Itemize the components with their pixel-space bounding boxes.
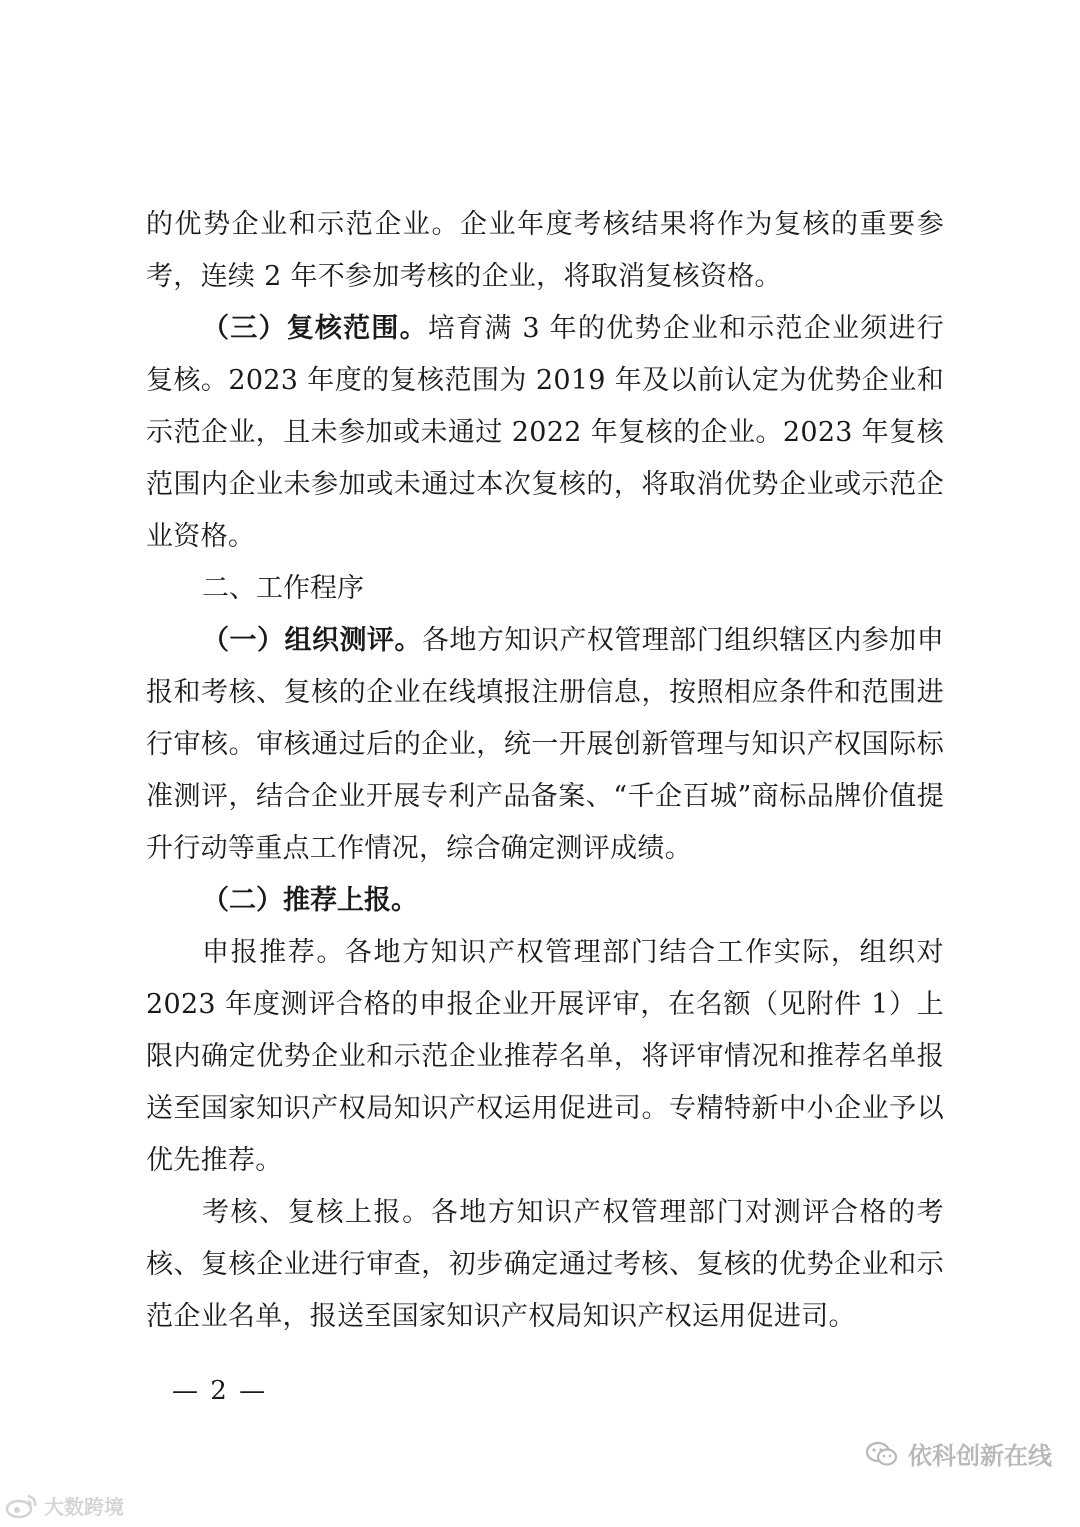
document-body <box>146 199 944 1343</box>
paragraph-review-scope <box>146 303 944 563</box>
subheading-review-scope: （三）复核范围。 <box>202 313 428 344</box>
page-number: — 2 — <box>172 1376 268 1406</box>
paragraph-organize-evaluation <box>146 615 944 875</box>
wechat-icon <box>864 1440 900 1468</box>
paragraph-application-recommendation: 申报推荐。各地方知识产权管理部门结合工作实际，组织对 2023 年度测评合格的申报企业开展评审，在名额（见附件 1）上限内确定优势企业和示范企业推荐名单，将评审情况和推荐名单报送至国家知识产权局知识产权运用促进司。专精特新中小企业予以优先推荐。 <box>146 937 944 1176</box>
section-heading-work-procedure: 二、工作程序 <box>202 573 364 604</box>
subheading-organize-evaluation: （一）组织测评。 <box>202 625 422 656</box>
paragraph-assessment-report: 考核、复核上报。各地方知识产权管理部门对测评合格的考核、复核企业进行审查，初步确定通过考核、复核的优势企业和示范企业名单，报送至国家知识产权局知识产权运用促进司。 <box>146 1197 944 1332</box>
watermark-left-text: 大数跨境 <box>44 1495 124 1519</box>
paragraph-continuation: 的优势企业和示范企业。企业年度考核结果将作为复核的重要参考，连续 2 年不参加考核的企业，将取消复核资格。 <box>146 209 944 292</box>
paragraph-organize-evaluation-text: 各地方知识产权管理部门组织辖区内参加申报和考核、复核的企业在线填报注册信息，按照相应条件和范围进行审核。审核通过后的企业，统一开展创新管理与知识产权国际标准测评，结合企业开展专利产品备案、“千企百城”商标品牌价值提升行动等重点工作情况，综合确定测评成绩。 <box>146 625 944 864</box>
paragraph-review-scope-text: 培育满 3 年的优势企业和示范企业须进行复核。2023 年度的复核范围为 2019 年及以前认定为优势企业和示范企业，且未参加或未通过 2022 年复核的企业。2023 年复核范围内企业未参加或未通过本次复核的，将取消优势企业或示范企业资格。 <box>146 313 945 552</box>
watermark-left <box>4 1491 124 1520</box>
watermark-right-text: 依科创新在线 <box>908 1442 1052 1470</box>
watermark-right <box>864 1436 1052 1471</box>
subheading-recommend-report: （二）推荐上报。 <box>202 885 418 916</box>
weibo-icon <box>4 1492 40 1520</box>
